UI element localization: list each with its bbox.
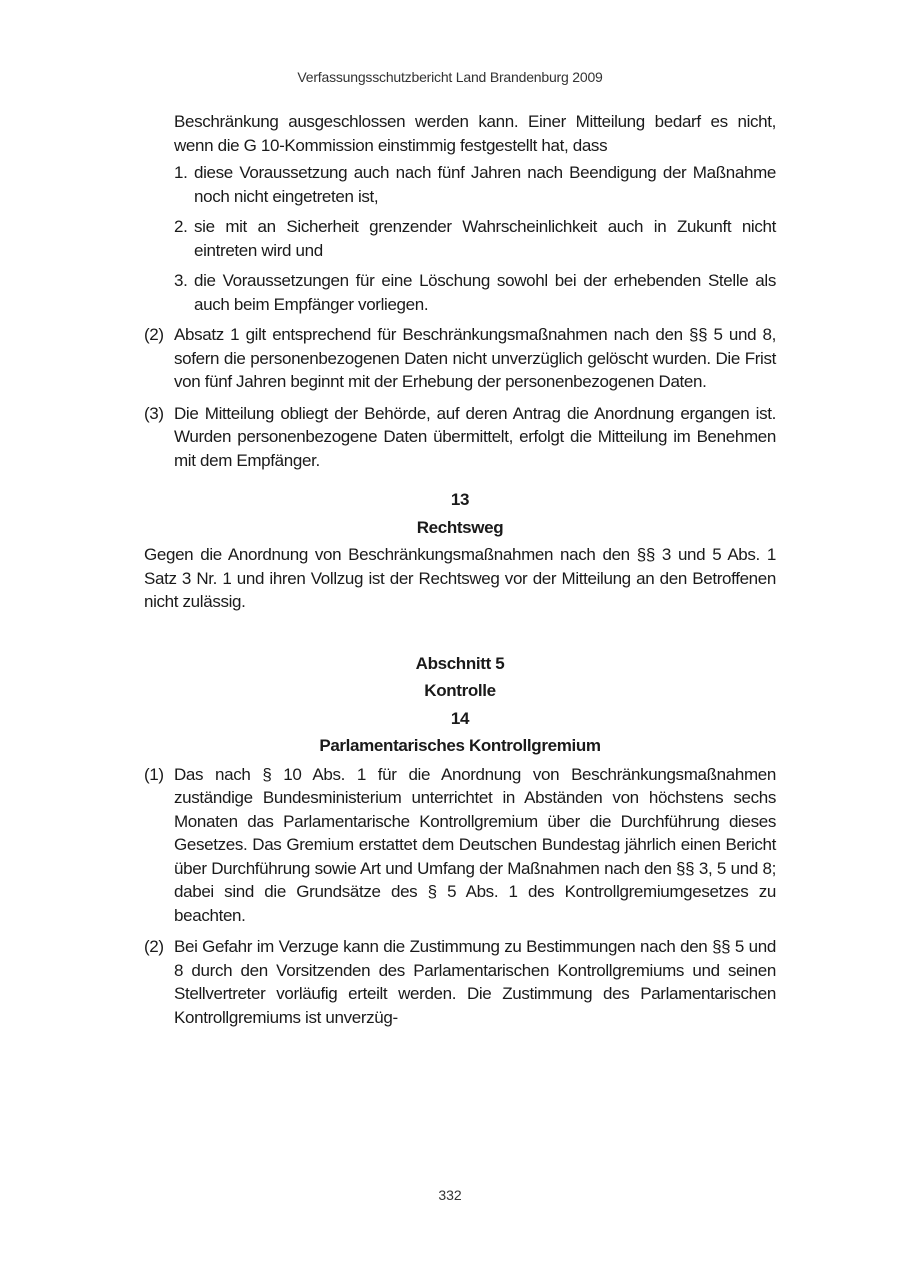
list-item-text: sie mit an Sicherheit grenzender Wahrscheinlichkeit auch in Zukunft nicht eintreten wird und: [194, 217, 776, 260]
paragraph: [144, 402, 776, 473]
list-item-text: diese Voraussetzung auch nach fünf Jahren nach Beendigung der Maßnahme noch nicht eingetreten ist,: [194, 163, 776, 206]
paragraph: [144, 935, 776, 1029]
list-item: [174, 269, 776, 316]
paragraph-number: (3): [144, 403, 164, 423]
paragraph: [144, 323, 776, 394]
paragraph-number: (1): [144, 764, 164, 784]
paragraph-text: Absatz 1 gilt entsprechend für Beschränkungsmaßnahmen nach den §§ 5 und 8, sofern die personenbezogenen Daten nicht unverzüglich gelöscht wurden. Die Frist von fünf Jahren beginnt mit der Erhebung der personenbezogenen Daten.: [174, 325, 776, 391]
page-content: [144, 110, 776, 1037]
running-header: Verfassungsschutzbericht Land Brandenburg 2009: [297, 69, 603, 85]
paragraph-text: Das nach § 10 Abs. 1 für die Anordnung von Beschränkungsmaßnahmen zuständige Bundesministerium unterrichtet in Abständen von höchstens sechs Monaten das Parlamentarische Kontrollgremium über die Durchführung dieses Gesetzes. Das Gremium erstattet dem Deutschen Bundestag jährlich einen Bericht über Durchführung sowie Art und Umfang der Maßnahmen nach den §§ 3, 5 und 8; dabei sind die Grundsätze des § 5 Abs. 1 des Kontrollgremiumgesetzes zu beachten.: [174, 764, 776, 925]
paragraph: [144, 763, 776, 928]
section-text: Gegen die Anordnung von Beschränkungsmaßnahmen nach den §§ 3 und 5 Abs. 1 Satz 3 Nr. 1 und ihren Vollzug ist der Rechtsweg vor der Mitteilung an den Betroffenen nicht zulässig.: [144, 545, 776, 611]
paragraph-text: Bei Gefahr im Verzuge kann die Zustimmung zu Bestimmungen nach den §§ 5 und 8 durch den Vorsitzenden des Parlamentarischen Kontrollgremiums und seinen Stellvertreter vorläufig erteilt werden. Die Zustimmung des Parlamentarischen Kontrollgremiums ist unverzüg-: [174, 937, 776, 1027]
paragraph-number: (2): [144, 937, 164, 956]
chapter-label: Abschnitt 5: [415, 653, 505, 673]
list-item-number: 2.: [174, 217, 188, 236]
chapter-title: Kontrolle: [424, 681, 496, 700]
section-title: Rechtsweg: [416, 517, 504, 537]
list-item-text: die Voraussetzungen für eine Löschung sowohl bei der erhebenden Stelle als auch beim Empfänger vorliegen.: [194, 271, 776, 314]
section-number: 13: [450, 490, 470, 509]
continuation-text: Beschränkung ausgeschlossen werden kann. Einer Mitteilung bedarf es nicht, wenn die G 10-Kommission einstimmig festgestellt hat, dass: [174, 112, 776, 155]
numbered-list: [174, 161, 776, 316]
paragraph-number: (2): [144, 325, 164, 344]
section-title: Parlamentarisches Kontrollgremium: [319, 736, 601, 755]
section-number: 14: [450, 708, 470, 728]
list-item-number: 3.: [174, 271, 188, 290]
list-item: [174, 161, 776, 208]
list-item: [174, 215, 776, 262]
page-number: 332: [438, 1187, 462, 1203]
list-item-number: 1.: [174, 163, 188, 182]
paragraph-text: Die Mitteilung obliegt der Behörde, auf deren Antrag die Anordnung ergangen ist. Wurden personenbezogene Daten übermittelt, erfolgt die Mitteilung im Benehmen mit dem Empfänger.: [174, 403, 776, 470]
